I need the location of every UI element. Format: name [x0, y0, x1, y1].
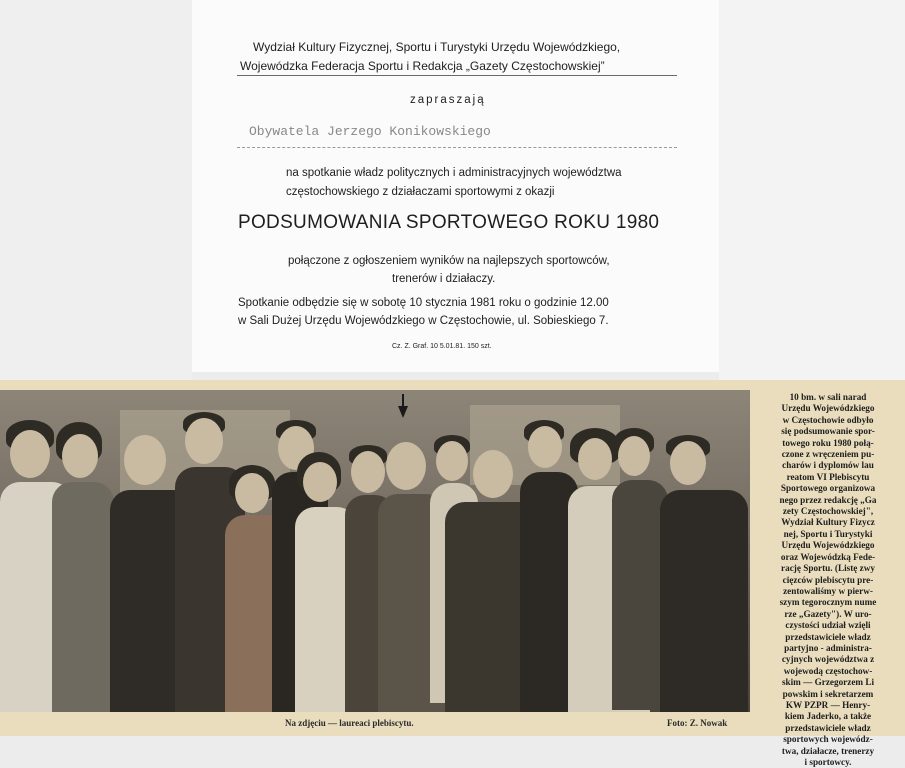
article-line: się podsumowanie spor-	[781, 426, 875, 437]
article-line: Wydział Kultury Fizycz	[781, 517, 875, 528]
invite-verb: zapraszają	[410, 94, 486, 106]
body-line-2: częstochowskiego z działaczami sportowymi z okazji	[286, 186, 555, 198]
article-line: rację Sportu. (Listę zwy	[781, 563, 875, 574]
photo-credit: Foto: Z. Nowak	[667, 718, 728, 728]
body-line-3: połączone z ogłoszeniem wyników na najlepszych sportowców,	[288, 255, 610, 267]
article-line: zentowaliśmy w pierw-	[783, 585, 873, 596]
body-line-1: na spotkanie władz politycznych i administracyjnych województwa	[286, 167, 622, 179]
article-line: sportowych wojewódz-	[783, 734, 873, 745]
guest-name: Obywatela Jerzego Konikowskiego	[249, 124, 491, 139]
article-line: wojewodą częstochow-	[783, 665, 873, 676]
article-line: partyjno - administra-	[784, 642, 872, 653]
article-line: towego roku 1980 połą-	[782, 437, 874, 448]
organizers-line-1: Wydział Kultury Fizycznej, Sportu i Turystyki Urzędu Wojewódzkiego,	[253, 40, 621, 54]
article-line: szym tegorocznym nume	[779, 597, 877, 608]
body-line-4: trenerów i działaczy.	[392, 273, 496, 285]
article-line: zety Częstochowskiej",	[782, 506, 874, 517]
article-line: czystości udział wzięli	[785, 620, 871, 631]
article-line: charów i dyplomów lau	[782, 460, 874, 471]
invitation-card	[192, 0, 719, 372]
article-line: 10 bm. w sali narad	[789, 392, 867, 402]
article-line: kiem Jaderko, a także	[784, 711, 872, 722]
print-note: Cz. Z. Graf. 10 5.01.81. 150 szt.	[392, 343, 492, 350]
article-line: reatom VI Plebiscytu	[786, 471, 870, 482]
article-line: rze „Gazety"). W uro-	[784, 608, 872, 619]
article-line: nej, Sportu i Turystyki	[783, 528, 873, 539]
guest-dotted-line	[237, 147, 677, 148]
article-line: czone z wręczeniem pu-	[781, 449, 875, 460]
group-photo	[0, 390, 750, 712]
article-line: cyjnych województwa z	[781, 654, 875, 665]
event-headline: PODSUMOWANIA SPORTOWEGO ROKU 1980	[238, 212, 660, 233]
article-line: Urzędu Wojewódzkiego	[781, 540, 875, 551]
meeting-line-1: Spotkanie odbędzie się w sobotę 10 stycznia 1981 roku o godzinie 12.00	[238, 297, 609, 309]
article-line: w Częstochowie odbyło	[782, 414, 874, 425]
article-line: cięzców plebiscytu pre-	[782, 574, 874, 585]
article-line: nego przez redakcję „Ga	[779, 494, 877, 505]
article-line: Sportowego organizowa	[780, 483, 876, 494]
organizers-divider	[237, 75, 677, 76]
article-line: i sportowcy.	[804, 757, 852, 767]
article-line: KW PZPR — Henry-	[785, 699, 871, 710]
article-column	[756, 392, 900, 767]
article-line: oraz Wojewódzką Fede-	[780, 551, 876, 562]
article-line: powskim i sekretarzem	[782, 688, 874, 699]
scan-background-left	[0, 0, 192, 380]
article-line: przedstawiciele władz	[785, 722, 871, 733]
marker-arrow-icon	[398, 406, 408, 418]
organizers-line-2: Wojewódzka Federacja Sportu i Redakcja „Gazety Częstochowskiej”	[240, 59, 605, 73]
article-line: Urzędu Wojewódzkiego	[781, 403, 875, 414]
meeting-line-2: w Sali Dużej Urzędu Wojewódzkiego w Częstochowie, ul. Sobieskiego 7.	[238, 315, 609, 327]
scan-background-right	[719, 0, 905, 380]
article-line: twa, działacze, trenerzy	[781, 745, 875, 756]
article-line: przedstawiciele władz	[785, 631, 871, 642]
photo-caption: Na zdjęciu — laureaci plebiscytu.	[285, 718, 414, 728]
article-line: skim — Grzegorzem Li	[781, 677, 875, 688]
